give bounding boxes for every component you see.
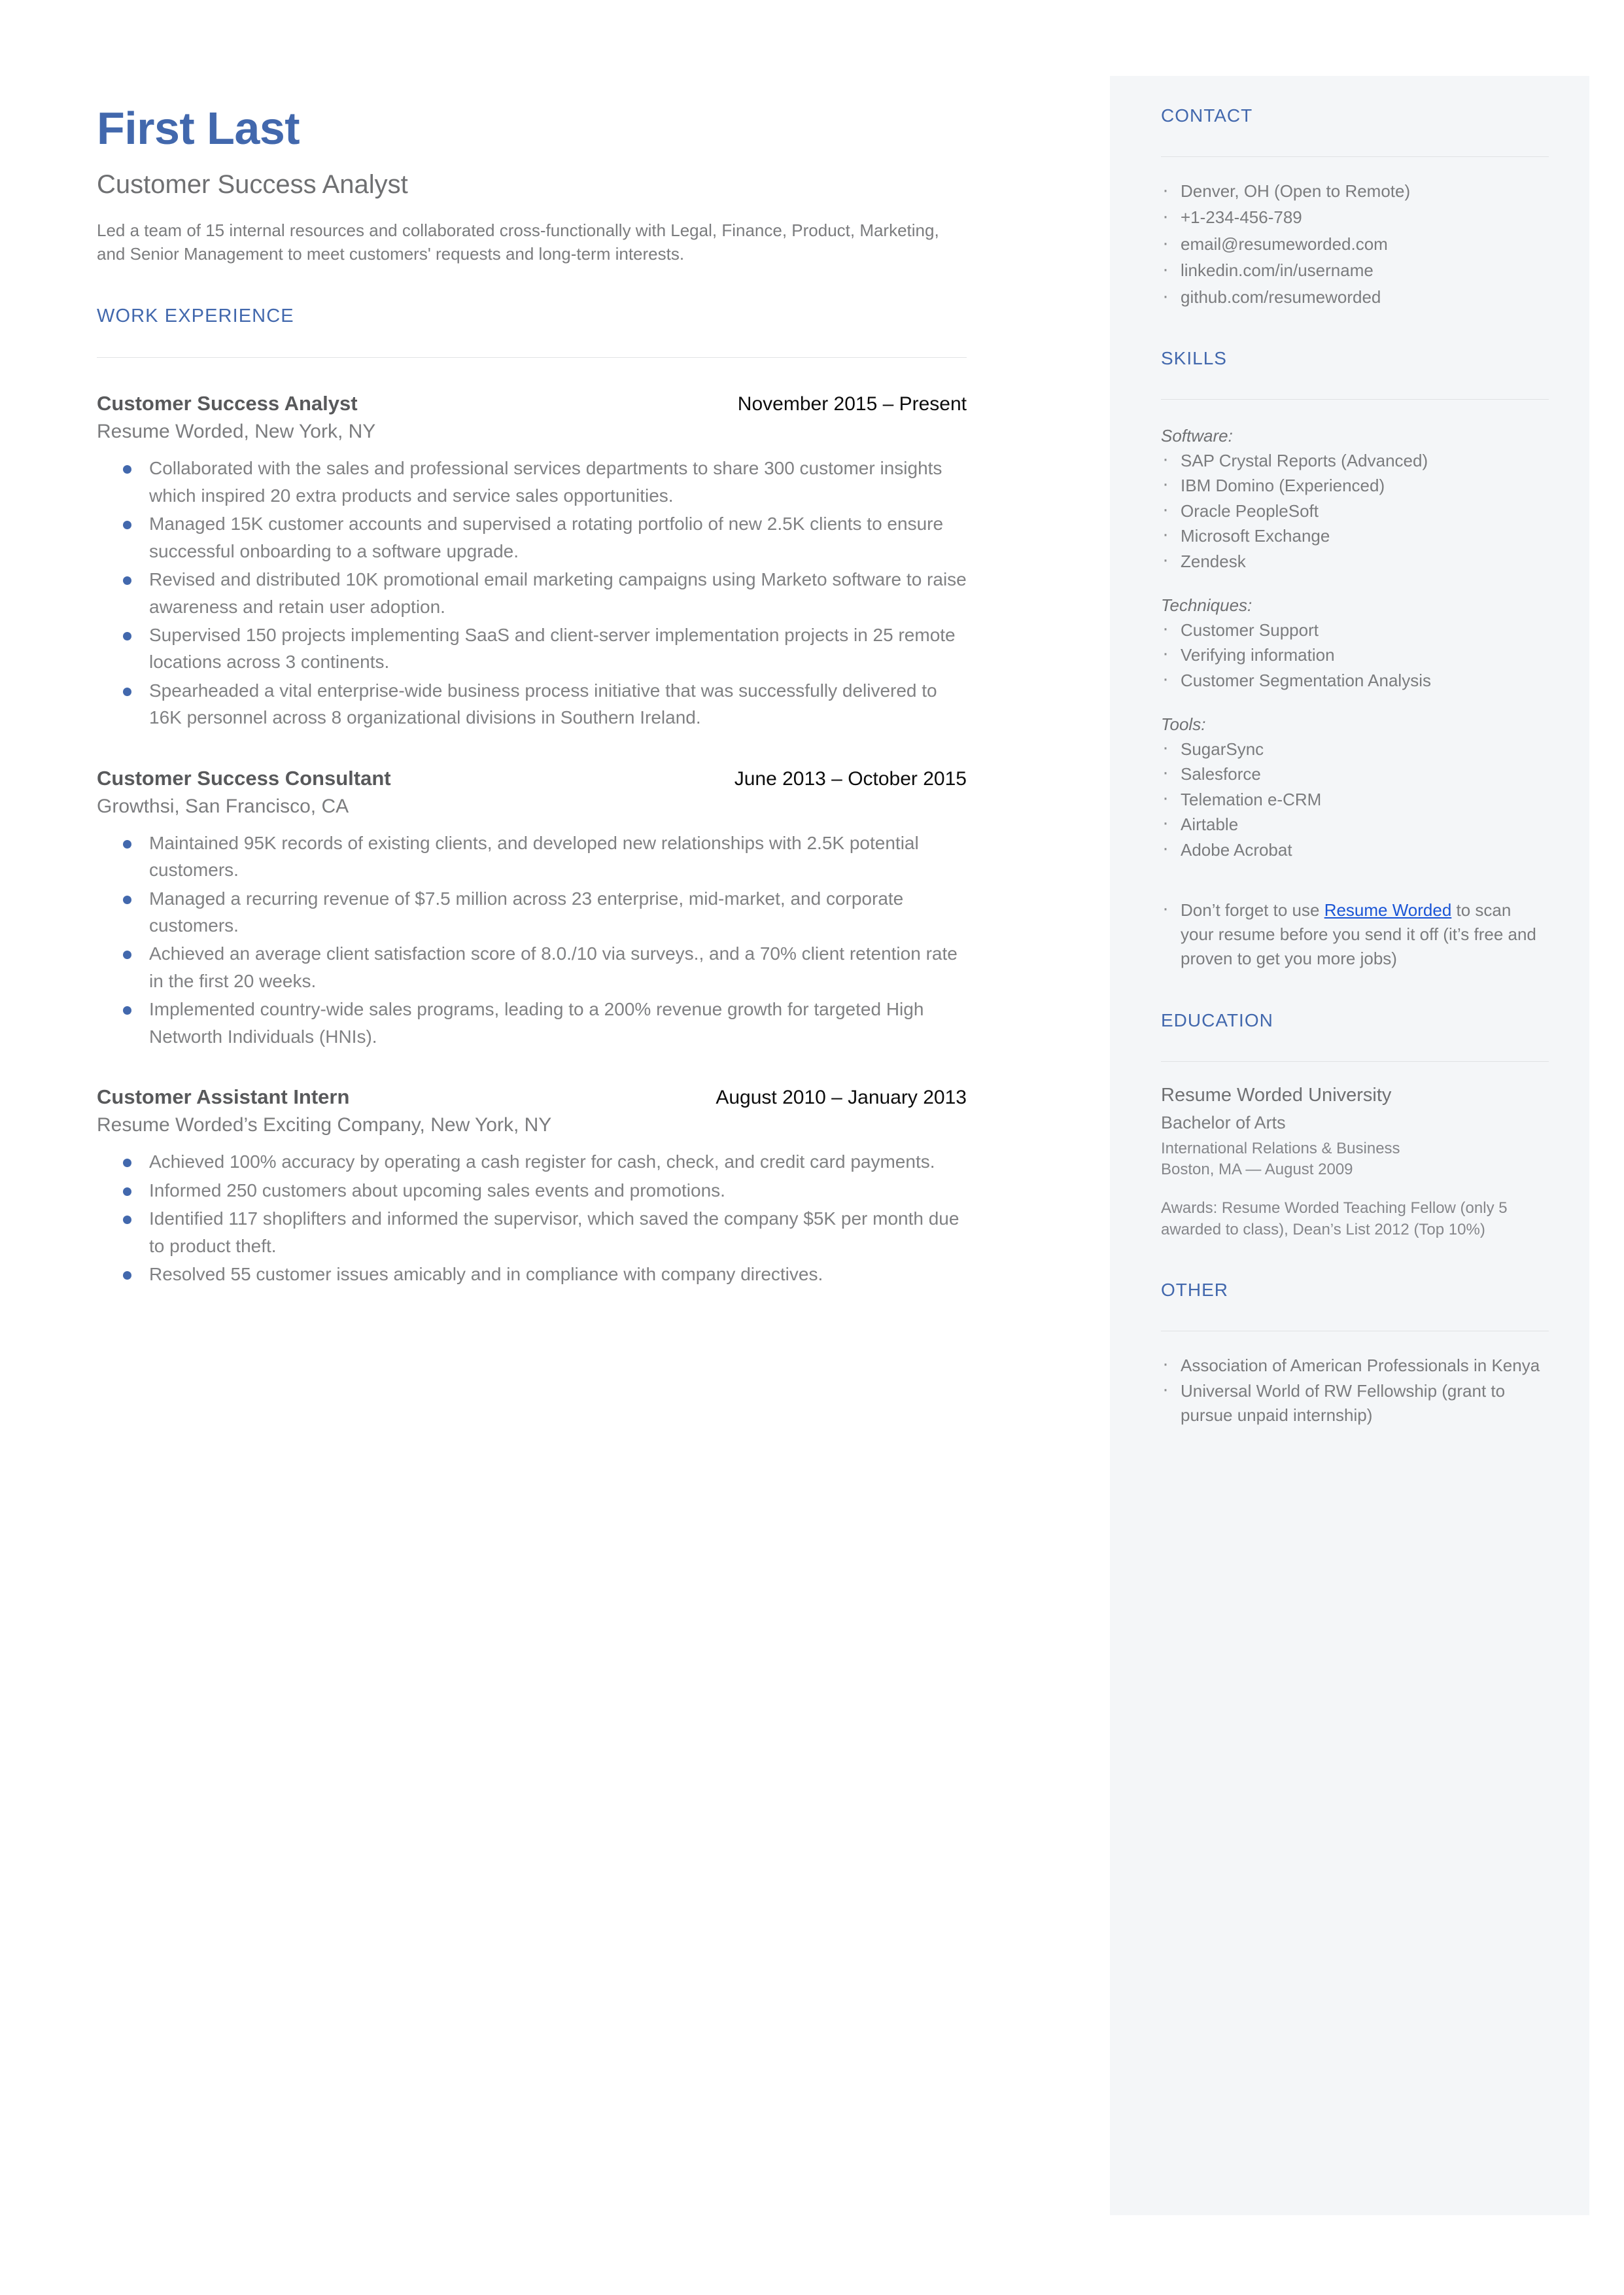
job-bullet: Collaborated with the sales and professional services departments to share 300 customer insights which inspired 20 extra products and service sales opportunities.	[97, 455, 967, 509]
resume-worded-link[interactable]: Resume Worded	[1324, 900, 1452, 920]
sidebar-section-education	[1161, 1010, 1549, 1241]
promo-note	[1161, 898, 1549, 971]
job-bullet-list	[97, 1148, 967, 1288]
job-entry	[97, 1085, 967, 1288]
job-bullet: Maintained 95K records of existing clients, and developed new relationships with 2.5K potential customers.	[97, 830, 967, 884]
section-heading-education: EDUCATION	[1161, 1009, 1273, 1030]
job-title: Customer Assistant Intern	[97, 1085, 350, 1109]
job-bullet-list	[97, 830, 967, 1051]
skills-groups	[1161, 426, 1549, 862]
promo-text-after: to scan your resume before you send it off (it’s free and proven to get you more jobs)	[1181, 900, 1536, 968]
job-company: Resume Worded, New York, NY	[97, 421, 376, 443]
sidebar	[1110, 76, 1589, 2215]
sidebar-section-skills	[1161, 348, 1549, 971]
other-list	[1161, 1354, 1549, 1428]
contact-item[interactable]: · linkedin.com/in/username	[1161, 258, 1549, 282]
education-awards: Awards: Resume Worded Teaching Fellow (only 5 awarded to class), Dean’s List 2012 (Top 10%)	[1161, 1199, 1508, 1239]
job-bullet: Managed a recurring revenue of $7.5 million across 23 enterprise, mid-market, and corporate customers.	[97, 885, 967, 939]
sidebar-section-contact	[1161, 105, 1549, 309]
section-divider-skills	[1161, 399, 1549, 400]
job-bullet: Managed 15K customer accounts and supervised a rotating portfolio of new 2.5K clients to ensure successful onboarding to a software upgrade.	[97, 510, 967, 565]
other-item: · Universal World of RW Fellowship (grant to pursue unpaid internship)	[1161, 1379, 1549, 1428]
job-bullet: Resolved 55 customer issues amicably and in compliance with company directives.	[97, 1261, 967, 1288]
skill-group	[1161, 595, 1549, 692]
candidate-headline: Customer Success Analyst	[97, 169, 408, 199]
skill-group-label: Techniques:	[1161, 595, 1253, 615]
job-bullet: Spearheaded a vital enterprise-wide business process initiative that was successfully delivered to 16K personnel across 8 organizational divisions in Southern Ireland.	[97, 677, 967, 731]
job-header	[97, 1085, 967, 1109]
job-title: Customer Success Analyst	[97, 392, 358, 415]
education-location-date: Boston, MA — August 2009	[1161, 1161, 1353, 1179]
section-heading-contact: CONTACT	[1161, 105, 1253, 126]
job-company: Resume Worded’s Exciting Company, New York, NY	[97, 1114, 552, 1136]
other-item: · Association of American Professionals in Kenya	[1161, 1354, 1549, 1378]
education-field: International Relations & Business	[1161, 1139, 1400, 1157]
skill-item: · Customer Support	[1161, 618, 1549, 642]
job-dates: August 2010 – January 2013	[716, 1087, 967, 1109]
section-heading-skills: SKILLS	[1161, 347, 1227, 368]
skill-item: · Salesforce	[1161, 762, 1549, 786]
contact-item[interactable]: · email@resumeworded.com	[1161, 232, 1549, 256]
skill-group	[1161, 714, 1549, 862]
section-heading-work-experience: WORK EXPERIENCE	[97, 306, 294, 327]
skill-item: · Zendesk	[1161, 550, 1549, 573]
skill-item: · Verifying information	[1161, 643, 1549, 667]
sidebar-section-other	[1161, 1280, 1549, 1428]
skill-item: · SAP Crystal Reports (Advanced)	[1161, 449, 1549, 472]
contact-item[interactable]: · +1-234-456-789	[1161, 205, 1549, 229]
job-bullet: Revised and distributed 10K promotional email marketing campaigns using Marketo software to raise awareness and retain user adoption.	[97, 566, 967, 620]
job-entry	[97, 392, 967, 731]
skill-group-label: Software:	[1161, 425, 1233, 446]
job-bullet: Informed 250 customers about upcoming sales events and promotions.	[97, 1177, 967, 1204]
job-company: Growthsi, San Francisco, CA	[97, 795, 349, 817]
education-degree: Bachelor of Arts	[1161, 1112, 1286, 1132]
skill-group	[1161, 426, 1549, 573]
skill-item: · Customer Segmentation Analysis	[1161, 669, 1549, 692]
job-bullet: Supervised 150 projects implementing SaaS and client-server implementation projects in 25 remote locations across 3 continents.	[97, 622, 967, 676]
contact-item[interactable]: · github.com/resumeworded	[1161, 285, 1549, 309]
skill-list	[1161, 618, 1549, 692]
job-title: Customer Success Consultant	[97, 766, 391, 790]
skill-item: · Microsoft Exchange	[1161, 524, 1549, 548]
section-divider-contact	[1161, 156, 1549, 157]
contact-list	[1161, 179, 1549, 309]
work-experience-list	[97, 392, 967, 1288]
skill-item: · SugarSync	[1161, 737, 1549, 761]
candidate-name: First Last	[97, 103, 300, 154]
promo-text-before: Don’t forget to use	[1181, 900, 1324, 920]
skill-group-label: Tools:	[1161, 714, 1206, 735]
candidate-summary: Led a team of 15 internal resources and collaborated cross-functionally with Legal, Finance, Product, Marketing, and Senior Management to meet customers' requests and long-term interests.	[97, 220, 939, 264]
skill-list	[1161, 449, 1549, 573]
job-bullet: Identified 117 shoplifters and informed the supervisor, which saved the company $5K per month due to product theft.	[97, 1205, 967, 1259]
skill-item: · Adobe Acrobat	[1161, 838, 1549, 862]
skill-item: · Oracle PeopleSoft	[1161, 499, 1549, 523]
job-bullet-list	[97, 455, 967, 731]
contact-item[interactable]: · Denver, OH (Open to Remote)	[1161, 179, 1549, 203]
skill-item: · Telemation e-CRM	[1161, 788, 1549, 811]
education-school: Resume Worded University	[1161, 1084, 1392, 1106]
skill-list	[1161, 737, 1549, 862]
job-bullet: Achieved an average client satisfaction score of 8.0./10 via surveys., and a 70% client retention rate in the first 20 weeks.	[97, 940, 967, 994]
skill-item: · Airtable	[1161, 813, 1549, 836]
skill-item: · IBM Domino (Experienced)	[1161, 474, 1549, 497]
main-column	[97, 0, 967, 1289]
job-header	[97, 767, 967, 790]
job-entry	[97, 767, 967, 1051]
job-dates: November 2015 – Present	[737, 393, 967, 415]
job-header	[97, 392, 967, 415]
section-divider-education	[1161, 1061, 1549, 1062]
section-heading-other: OTHER	[1161, 1280, 1228, 1301]
job-bullet: Achieved 100% accuracy by operating a cash register for cash, check, and credit card payments.	[97, 1148, 967, 1175]
section-divider-work-experience	[97, 357, 967, 358]
job-bullet: Implemented country-wide sales programs, leading to a 200% revenue growth for targeted High Networth Individuals (HNIs).	[97, 996, 967, 1050]
job-dates: June 2013 – October 2015	[734, 767, 967, 790]
